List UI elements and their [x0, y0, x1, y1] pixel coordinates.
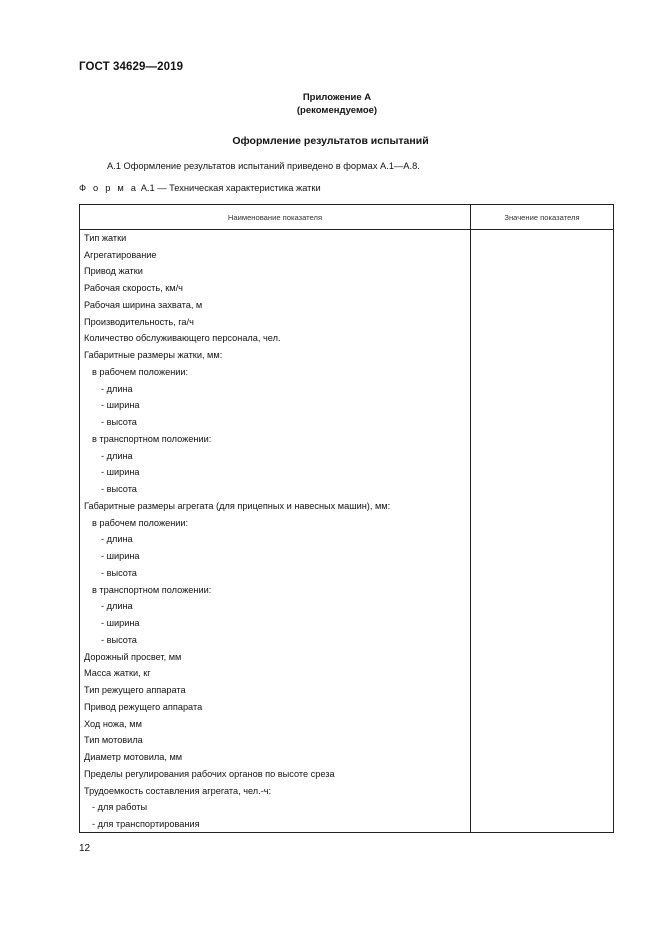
row-value-cell	[471, 548, 614, 565]
table-row	[80, 816, 614, 833]
table-row	[80, 498, 614, 515]
table-row	[80, 514, 614, 531]
row-value-cell	[471, 464, 614, 481]
row-value-cell	[471, 799, 614, 816]
row-label: в транспортном положении:	[80, 431, 471, 448]
table-row	[80, 414, 614, 431]
row-value-cell	[471, 447, 614, 464]
row-value-cell	[471, 782, 614, 799]
table-row	[80, 632, 614, 649]
row-value-cell	[471, 581, 614, 598]
row-label: - высота	[80, 414, 471, 431]
table-row	[80, 330, 614, 347]
column-header-value: Значение показателя	[471, 205, 614, 230]
table-row	[80, 749, 614, 766]
form-caption-title: А.1 — Техническая характеристика жатки	[138, 183, 321, 193]
spec-table	[79, 204, 614, 833]
row-label: - длина	[80, 531, 471, 548]
table-row	[80, 799, 614, 816]
row-value-cell	[471, 715, 614, 732]
row-label: Тип режущего аппарата	[80, 682, 471, 699]
row-label: - ширина	[80, 615, 471, 632]
table-row	[80, 615, 614, 632]
row-value-cell	[471, 665, 614, 682]
row-label: - для транспортирования	[80, 816, 471, 833]
table-row	[80, 682, 614, 699]
row-value-cell	[471, 397, 614, 414]
table-row	[80, 313, 614, 330]
row-value-cell	[471, 615, 614, 632]
row-label: Диаметр мотовила, мм	[80, 749, 471, 766]
row-label: - для работы	[80, 799, 471, 816]
row-label: Рабочая скорость, км/ч	[80, 280, 471, 297]
row-value-cell	[471, 481, 614, 498]
table-row	[80, 297, 614, 314]
table-row	[80, 531, 614, 548]
row-label: Дорожный просвет, мм	[80, 648, 471, 665]
row-value-cell	[471, 682, 614, 699]
row-label: Производительность, га/ч	[80, 313, 471, 330]
table-row	[80, 581, 614, 598]
row-label: Пределы регулирования рабочих органов по высоте среза	[80, 766, 471, 783]
table-row	[80, 397, 614, 414]
row-label: Привод режущего аппарата	[80, 699, 471, 716]
row-label: - высота	[80, 481, 471, 498]
row-value-cell	[471, 816, 614, 833]
document-code: ГОСТ 34629—2019	[79, 61, 184, 73]
table-row	[80, 782, 614, 799]
row-value-cell	[471, 246, 614, 263]
row-value-cell	[471, 313, 614, 330]
appendix-heading	[0, 91, 661, 117]
row-label: в рабочем положении:	[80, 514, 471, 531]
row-value-cell	[471, 749, 614, 766]
row-label: Привод жатки	[80, 263, 471, 280]
row-value-cell	[471, 565, 614, 582]
table-row	[80, 715, 614, 732]
row-label: в транспортном положении:	[80, 581, 471, 598]
table-row	[80, 280, 614, 297]
row-value-cell	[471, 230, 614, 247]
row-value-cell	[471, 766, 614, 783]
row-value-cell	[471, 263, 614, 280]
row-value-cell	[471, 414, 614, 431]
row-label: Трудоемкость составления агрегата, чел.-ч:	[80, 782, 471, 799]
row-label: - ширина	[80, 397, 471, 414]
row-label: - высота	[80, 632, 471, 649]
table-row	[80, 598, 614, 615]
form-caption-prefix: Ф о р м а	[79, 183, 139, 193]
row-value-cell	[471, 364, 614, 381]
row-label: Габаритные размеры жатки, мм:	[80, 347, 471, 364]
row-value-cell	[471, 280, 614, 297]
table-row	[80, 431, 614, 448]
row-value-cell	[471, 531, 614, 548]
row-value-cell	[471, 330, 614, 347]
column-header-name: Наименование показателя	[80, 205, 471, 230]
table-row	[80, 380, 614, 397]
page-number: 12	[79, 843, 91, 854]
row-value-cell	[471, 598, 614, 615]
table-row	[80, 648, 614, 665]
table-row	[80, 565, 614, 582]
table-row	[80, 347, 614, 364]
table-row	[80, 665, 614, 682]
table-header-row	[80, 205, 614, 230]
row-value-cell	[471, 732, 614, 749]
row-label: - длина	[80, 380, 471, 397]
table-row	[80, 481, 614, 498]
row-label: - ширина	[80, 548, 471, 565]
row-value-cell	[471, 498, 614, 515]
row-label: Рабочая ширина захвата, м	[80, 297, 471, 314]
appendix-title: Приложение А	[302, 92, 372, 103]
row-value-cell	[471, 380, 614, 397]
row-value-cell	[471, 297, 614, 314]
table-row	[80, 230, 614, 247]
row-label: - ширина	[80, 464, 471, 481]
table-row	[80, 246, 614, 263]
row-label: Ход ножа, мм	[80, 715, 471, 732]
appendix-status: (рекомендуемое)	[296, 105, 378, 116]
table-row	[80, 364, 614, 381]
intro-paragraph: А.1 Оформление результатов испытаний приведено в формах А.1—А.8.	[107, 161, 420, 171]
row-label: Масса жатки, кг	[80, 665, 471, 682]
row-label: Габаритные размеры агрегата (для прицепных и навесных машин), мм:	[80, 498, 471, 515]
section-title: Оформление результатов испытаний	[232, 135, 429, 147]
row-label: Тип мотовила	[80, 732, 471, 749]
table-row	[80, 263, 614, 280]
row-value-cell	[471, 699, 614, 716]
row-value-cell	[471, 514, 614, 531]
row-label: Агрегатирование	[80, 246, 471, 263]
row-label: - высота	[80, 565, 471, 582]
row-label: в рабочем положении:	[80, 364, 471, 381]
row-label: - длина	[80, 598, 471, 615]
row-value-cell	[471, 648, 614, 665]
table-row	[80, 464, 614, 481]
row-value-cell	[471, 347, 614, 364]
table-row	[80, 732, 614, 749]
table-row	[80, 699, 614, 716]
row-label: Количество обслуживающего персонала, чел.	[80, 330, 471, 347]
table-row	[80, 548, 614, 565]
row-label: - длина	[80, 447, 471, 464]
table-row	[80, 766, 614, 783]
row-label: Тип жатки	[80, 230, 471, 247]
table-body	[80, 230, 614, 833]
form-caption	[79, 183, 321, 193]
row-value-cell	[471, 632, 614, 649]
row-value-cell	[471, 431, 614, 448]
table-row	[80, 447, 614, 464]
